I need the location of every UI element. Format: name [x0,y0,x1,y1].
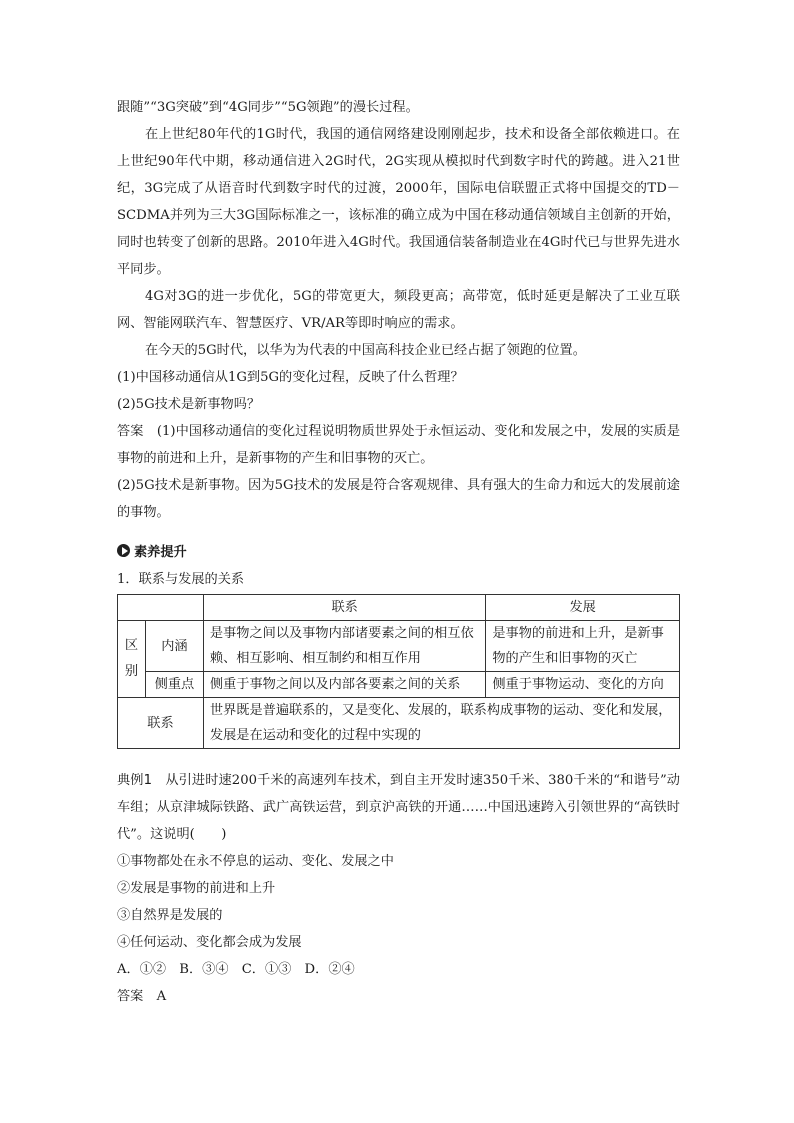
header-relation: 联系 [203,595,485,621]
document-page [117,94,680,1010]
section-title: 素养提升 [134,545,187,560]
table-row-connotation [118,621,680,672]
table-row-link [118,698,680,749]
row1-relation: 是事物之间以及事物内部诸要素之间的相互依赖、相互影响、相互制约和相互作用 [203,621,485,672]
option-4: ④任何运动、变化都会成为发展 [117,935,302,950]
row3-content: 世界既是普遍联系的，又是变化、发展的，联系构成事物的运动、变化和发展，发展是在运动和变化的过程中实现的 [203,698,679,749]
row2-label: 侧重点 [145,672,203,698]
row1-label: 内涵 [145,621,203,672]
table-corner-cell [118,595,204,621]
final-answer-label: 答案 [117,989,144,1004]
question-1: (1)中国移动通信从1G到5G的变化过程，反映了什么哲理？ [117,370,464,385]
answer-1 [117,418,680,472]
answer-2: (2)5G技术是新事物。因为5G技术的发展是符合客观规律、具有强大的生命力和远大的发展前途的事物。 [117,478,680,520]
option-3: ③自然界是发展的 [117,908,223,923]
question-2: (2)5G技术是新事物吗？ [117,397,261,412]
option-1: ①事物都处在永不停息的运动、变化、发展之中 [117,854,394,869]
comparison-table [117,594,680,749]
section-heading [117,537,680,564]
row2-development: 侧重于事物运动、变化的方向 [486,672,680,698]
play-icon [117,544,130,557]
paragraph-3: 在今天的5G时代，以华为为代表的中国高科技企业已经占据了领跑的位置。 [145,343,586,358]
answer-1-text: (1)中国移动通信的变化过程说明物质世界处于永恒运动、变化和发展之中，发展的实质是事物的前进和上升，是新事物的产生和旧事物的灭亡。 [117,424,681,466]
final-answer [117,983,680,1010]
table-header-row [118,595,680,621]
answer-label: 答案 [117,424,144,439]
example-text: 从引进时速200千米的高速列车技术，到自主开发时速350千米、380千米的“和谐号”动车组；从京津城际铁路、武广高铁运营，到京沪高铁的开通……中国迅速跨入引领世界的“高铁时代”。这说明( ) [117,773,680,842]
final-answer-value: A [156,989,167,1004]
option-2: ②发展是事物的前进和上升 [117,881,276,896]
row1-development: 是事物的前进和上升，是新事物的产生和旧事物的灭亡 [486,621,680,672]
intro-tail: 跟随”“3G突破”到“4G同步”“5G领跑”的漫长过程。 [117,100,419,115]
subheading: 1．联系与发展的关系 [117,572,245,587]
row3-label: 联系 [118,698,204,749]
row2-relation: 侧重于事物之间以及内部各要素之间的关系 [203,672,485,698]
example-label: 典例1 [117,773,152,788]
paragraph-2: 4G对3G的进一步优化，5G的带宽更大，频段更高；高带宽，低时延更是解决了工业互联网、智能网联汽车、智慧医疗、VR/AR等即时响应的需求。 [117,289,680,331]
table-row-emphasis [118,672,680,698]
header-development: 发展 [486,595,680,621]
paragraph-1: 在上世纪80年代的1G时代，我国的通信网络建设刚刚起步，技术和设备全部依赖进口。在上世纪90年代中期，移动通信进入2G时代，2G实现从模拟时代到数字时代的跨越。进入21世纪，3G完成了从语音时代到数字时代的过渡，2000年，国际电信联盟正式将中国提交的TD－SCDMA并列为三大3G国际标准之一，该标准的确立成为中国在移动通信领域自主创新的开始，同时也转变了创新的思路。2010年进入4G时代。我国通信装备制造业在4G时代已与世界先进水平同步。 [117,127,680,277]
choice-list: A．①② B．③④ C．①③ D．②④ [117,962,355,977]
diff-label: 区别 [118,621,146,698]
example-question [117,767,680,848]
